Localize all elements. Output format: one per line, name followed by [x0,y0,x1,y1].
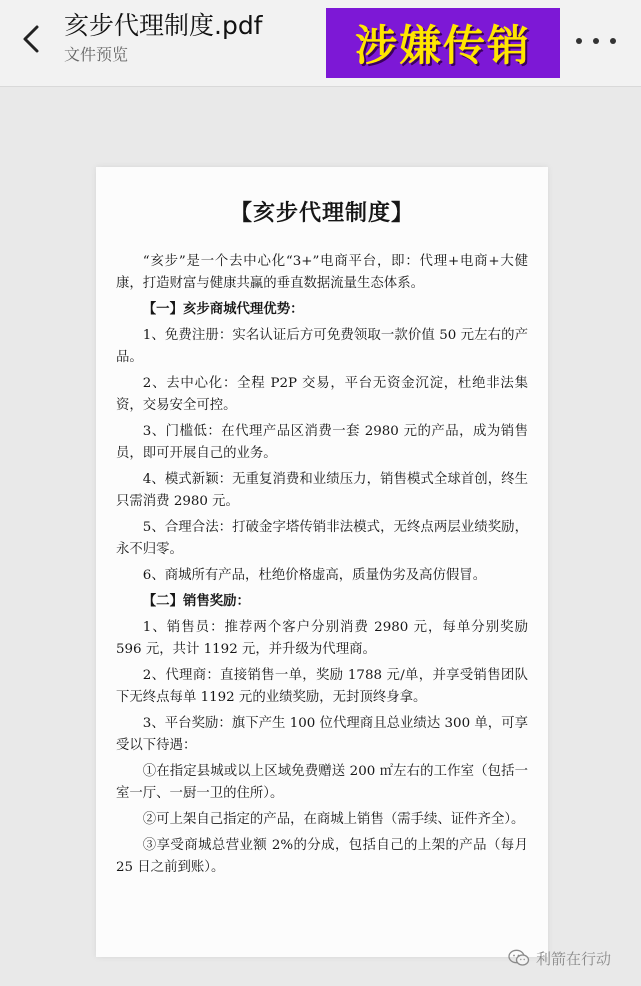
chevron-left-icon [20,24,42,54]
watermark [508,944,611,972]
section-heading: 【一】亥步商城代理优势： [142,302,304,317]
paragraph: 4、模式新颖：无重复消费和业绩压力，销售模式全球首创，终生只需消费 2980 元。 [116,472,528,509]
paragraph: 6、商城所有产品，杜绝价格虚高，质量伪劣及高仿假冒。 [142,568,487,583]
file-subtitle: 文件预览 [64,45,129,64]
section-heading: 【二】销售奖励： [142,594,250,609]
document-body [116,251,528,883]
paragraph: ①在指定县城或以上区域免费赠送 200 ㎡左右的工作室（包括一室一厅、一厨一卫的住所）。 [116,764,528,801]
paragraph: 2、去中心化：全程 P2P 交易，平台无资金沉淀，杜绝非法集资，交易安全可控。 [116,376,528,413]
app-header [0,0,641,87]
paragraph: ②可上架自己指定的产品，在商城上销售（需手续、证件齐全）。 [142,812,525,827]
paragraph: ③享受商城总营业额 2%的分成，包括自己的上架的产品（每月 25 日之前到账）。 [116,838,528,875]
more-options-button[interactable] [576,26,616,56]
paragraph: “亥步”是一个去中心化“3+”电商平台，即：代理+电商+大健康，打造财富与健康共赢的垂直数据流量生态体系。 [116,254,528,291]
paragraph: 1、销售员：推荐两个客户分别消费 2980 元，每单分别奖励 596 元，共计 1192 元，并升级为代理商。 [116,620,528,657]
warning-stamp-text: 涉嫌传销 [354,21,531,70]
wechat-icon [508,949,530,967]
file-title: 亥步代理制度.pdf [64,11,263,40]
document-viewer[interactable] [0,87,641,986]
watermark-text: 利箭在行动 [536,949,612,968]
document-title: 【亥步代理制度】 [229,201,414,226]
paragraph: 3、门槛低：在代理产品区消费一套 2980 元的产品，成为销售员，即可开展自己的业务。 [116,424,528,461]
more-horizontal-icon [610,38,616,44]
title-block [64,10,324,66]
more-horizontal-icon [576,38,582,44]
paragraph: 5、合理合法：打破金字塔传销非法模式，无终点两层业绩奖励，永不归零。 [116,520,528,557]
pdf-page [96,167,548,957]
more-horizontal-icon [593,38,599,44]
back-button[interactable] [14,22,48,56]
paragraph: 2、代理商：直接销售一单，奖励 1788 元/单，并享受销售团队下无终点每单 1192 元的业绩奖励，无封顶终身拿。 [116,668,528,705]
paragraph: 1、免费注册：实名认证后方可免费领取一款价值 50 元左右的产品。 [116,328,528,365]
paragraph: 3、平台奖励：旗下产生 100 位代理商且总业绩达 300 单，可享受以下待遇： [116,716,528,753]
warning-stamp [326,8,560,78]
